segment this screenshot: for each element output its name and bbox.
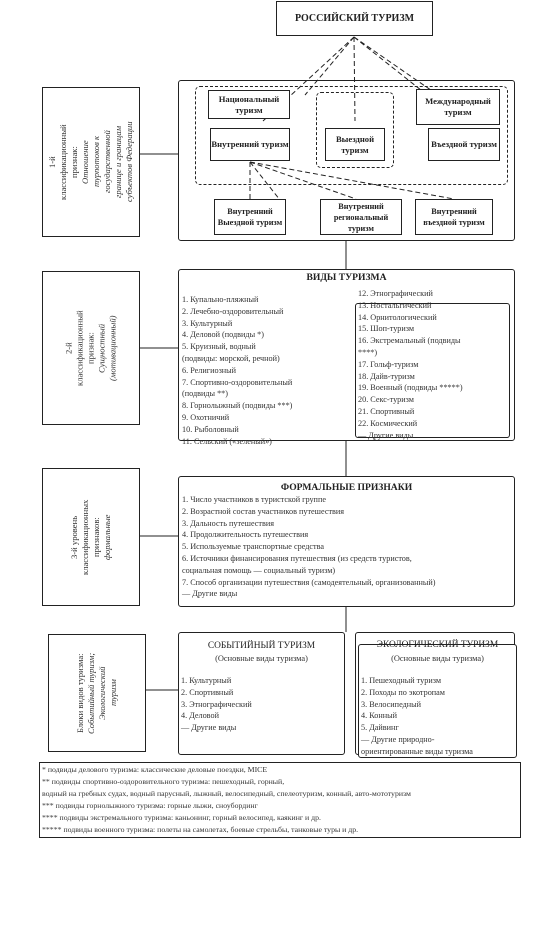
level3-criterion-line2: классификационных	[80, 499, 90, 575]
list-item: 17. Гольф-туризм	[358, 359, 419, 369]
eco-tourism-title: ЭКОЛОГИЧЕСКИЙ ТУРИЗМ	[376, 640, 499, 650]
internal-regional-box	[320, 199, 402, 235]
list-item: 16. Экстремальный (подвиды	[358, 336, 461, 346]
list-item: 5. Дайвинг	[361, 723, 399, 733]
blocks-criterion-line1: Блоки видов туризма:	[75, 653, 85, 733]
footnotes-list	[42, 764, 411, 836]
level1-criterion-italic-2: турпотоков к	[91, 136, 101, 188]
level2-criterion-italic-1: Сущностный	[96, 323, 107, 373]
list-item: 1. Культурный	[181, 676, 232, 685]
footnote: * подвиды делового туризма: классические деловые поездки, MICE	[42, 765, 268, 774]
internal-outbound-box	[214, 199, 286, 235]
list-item: 14. Орнитологический	[358, 312, 437, 322]
list-item: 2. Лечебно-оздоровительный	[182, 306, 284, 316]
list-item: 3. Дальность путешествия	[182, 518, 275, 528]
international-tourism-box	[416, 89, 500, 125]
footnote: **** подвиды экстремального туризма: каньонинг, горный велосипед, каякинг и др.	[42, 813, 321, 822]
tourism-types-title: ВИДЫ ТУРИЗМА	[306, 272, 387, 283]
internal-inbound-label: Внутренний въездной туризм	[423, 207, 485, 227]
list-item: социальная помощь — социальный туризм)	[182, 565, 336, 575]
list-item: 5. Круизный, водный	[182, 342, 256, 352]
formal-criteria-container	[178, 476, 515, 607]
level2-criterion-line2: классификационный	[74, 310, 85, 386]
footnote: *** подвиды горнолыжного туризма: горные лыжи, сноубординг	[42, 801, 258, 810]
list-item: 3. Велосипедный	[361, 699, 422, 709]
event-tourism-subtitle: (Основные виды туризма)	[215, 654, 308, 663]
list-item: 1. Число участников в туристской группе	[182, 495, 326, 504]
root-title-box	[276, 1, 433, 36]
eco-tourism-subtitle: (Основные виды туризма)	[391, 654, 484, 663]
list-item: ориентированные виды туризма	[361, 746, 473, 756]
level1-criterion-line2: классификационный	[58, 124, 68, 200]
level3-criterion-line3: признаков:	[91, 517, 101, 557]
list-item: 13. Ностальгический	[358, 300, 432, 310]
level2-criterion-text	[43, 272, 139, 424]
level3-criterion-box	[42, 468, 140, 606]
level2-criterion-line1: 2-й	[63, 342, 74, 354]
internal-inbound-box	[415, 199, 493, 235]
list-item: (подвиды **)	[182, 389, 229, 399]
list-item: 21. Спортивный	[358, 406, 415, 416]
outbound-tourism-label: Выездной туризм	[335, 133, 375, 155]
blocks-criterion-box	[48, 634, 146, 752]
eco-tourism-box	[358, 640, 517, 758]
list-item: (подвиды: морской, речной)	[182, 353, 280, 363]
footnote: ** подвиды спортивно-оздоровительного туризма: пешеходный, горный,	[42, 777, 285, 786]
internal-regional-label: Внутренний региональный туризм	[333, 201, 389, 233]
list-item: 4. Деловой	[181, 711, 219, 721]
level1-criterion-italic-3: государственной	[102, 130, 112, 194]
list-item: 2. Спортивный	[181, 687, 234, 697]
level2-criterion-line3: признак:	[85, 332, 96, 364]
blocks-criterion-italic-3: туризм	[108, 679, 118, 707]
level1-criterion-italic-1: Отношение	[80, 140, 90, 184]
footnote: водный на гребных судах, водный парусный, лыжный, велосипедный, спелеотуризм, конный, авто-мототуризм	[42, 789, 411, 798]
national-tourism-box	[208, 90, 290, 119]
inbound-tourism-box	[428, 128, 500, 161]
list-item: 3. Культурный	[182, 318, 233, 328]
list-item: 1. Купально-пляжный	[182, 295, 259, 304]
event-tourism-list	[181, 675, 252, 734]
level1-criterion-italic-5: субъектов Федерации	[124, 121, 134, 203]
internal-tourism-box	[210, 128, 290, 161]
list-item: ****)	[358, 347, 378, 357]
blocks-criterion-italic-1: Событийный туризм;	[86, 652, 96, 734]
outbound-tourism-box	[325, 128, 385, 161]
event-tourism-box	[178, 632, 345, 755]
list-item: 7. Спортивно-оздоровительный	[182, 377, 293, 387]
level2-criterion-box	[42, 271, 140, 425]
list-item: 9. Охотничий	[182, 412, 230, 422]
list-item: 12. Этнографический	[358, 289, 433, 298]
root-title: РОССИЙСКИЙ ТУРИЗМ	[294, 13, 415, 24]
list-item: 19. Военный (подвиды *****)	[358, 383, 463, 393]
blocks-criterion-italic-2: Экологический	[97, 666, 107, 720]
list-item: — Другие природно-	[361, 734, 435, 744]
list-item: 22. Космический	[358, 418, 418, 428]
list-item: 4. Деловой (подвиды *)	[182, 330, 264, 340]
list-item: 2. Походы по экотропам	[361, 687, 445, 697]
level1-criterion-text	[43, 88, 139, 236]
list-item: 6. Религиозный	[182, 365, 237, 375]
list-item: 15. Шоп-туризм	[358, 324, 415, 334]
level1-criterion-line3: признак:	[69, 146, 79, 178]
footnote: ***** подвиды военного туризма: полеты на самолетах, боевые стрельбы, танковые туры и др.	[42, 825, 359, 834]
list-item: 20. Секс-туризм	[358, 395, 414, 405]
list-item: — Другие виды	[358, 430, 414, 440]
level3-criterion-text	[43, 469, 139, 605]
level1-criterion-box	[42, 87, 140, 237]
list-item: 2. Возрастной состав участников путешествия	[182, 506, 345, 516]
level2-criterion-italic-2: (мотивационный)	[107, 315, 118, 381]
formal-criteria-title: ФОРМАЛЬНЫЕ ПРИЗНАКИ	[280, 482, 413, 493]
list-item: 5. Используемые транспортные средства	[182, 542, 325, 552]
list-item: 7. Способ организации путешествия (самодеятельный, организованный)	[182, 577, 436, 587]
level3-criterion-italic-1: формальные	[102, 514, 112, 560]
tourism-types-right-list	[358, 288, 463, 441]
list-item: — Другие виды	[182, 589, 238, 599]
formal-criteria-list	[182, 494, 435, 600]
list-item: 4. Конный	[361, 711, 397, 721]
list-item: 11. Сельский («зеленый»)	[182, 436, 272, 446]
list-item: 1. Пешеходный туризм	[361, 676, 442, 685]
level3-criterion-line1: 3-й уровень	[69, 515, 79, 559]
eco-tourism-list	[361, 675, 473, 758]
internal-tourism-label: Внутренний туризм	[211, 139, 289, 149]
level1-criterion-line1: 1-й	[47, 156, 57, 168]
inbound-tourism-label: Въездной туризм	[431, 139, 497, 149]
list-item: 6. Источники финансирования путешествия (из средств туристов,	[182, 553, 412, 563]
blocks-criterion-text	[49, 635, 145, 751]
list-item: 3. Этнографический	[181, 699, 252, 709]
list-item: 4. Продолжительность путешествия	[182, 530, 309, 540]
event-tourism-title: СОБЫТИЙНЫЙ ТУРИЗМ	[207, 641, 316, 651]
international-tourism-label: Международный туризм	[425, 96, 491, 117]
national-tourism-label: Национальный туризм	[218, 93, 280, 115]
list-item: 18. Дайв-туризм	[358, 371, 415, 381]
footnotes-box	[39, 762, 521, 838]
tourism-types-left-list	[182, 294, 292, 447]
list-item: 8. Горнолыжный (подвиды ***)	[182, 401, 293, 411]
internal-outbound-label: Внутренний Выездной туризм	[217, 207, 283, 227]
list-item: 10. Рыболовный	[182, 424, 239, 434]
list-item: — Другие виды	[181, 723, 237, 733]
level1-criterion-italic-4: границе и границам	[113, 125, 123, 199]
